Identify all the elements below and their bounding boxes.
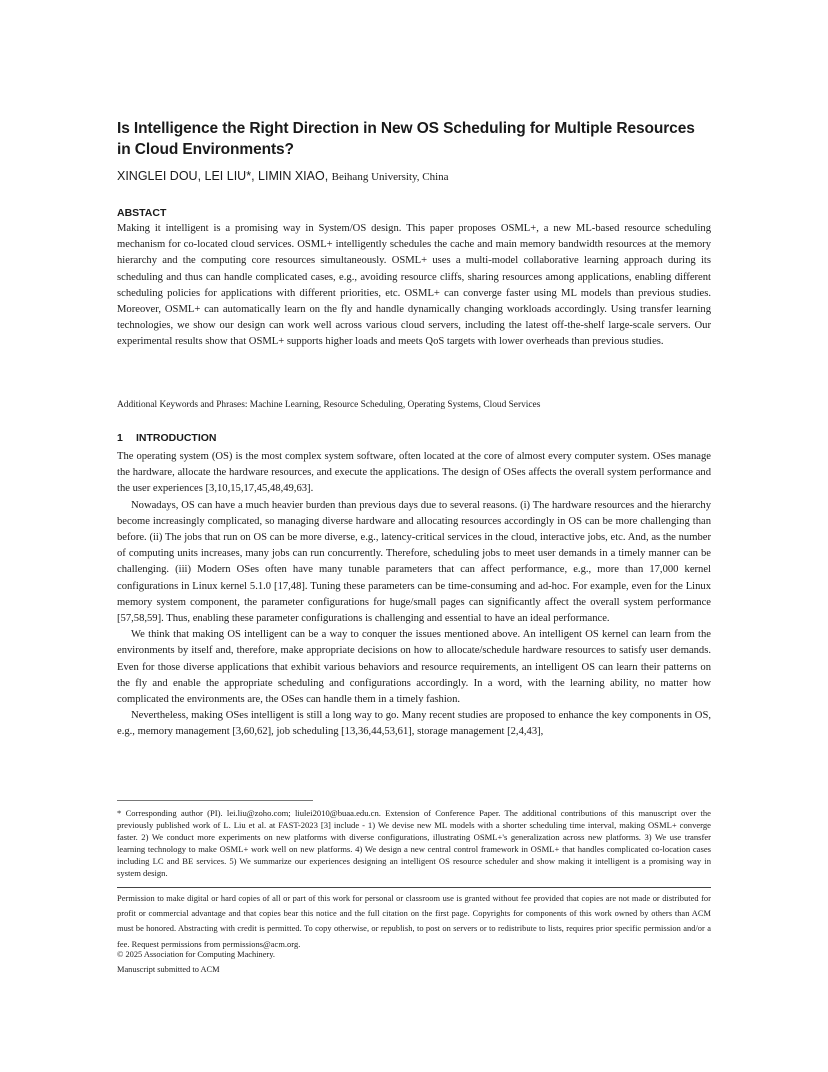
manuscript-line: Manuscript submitted to ACM	[117, 965, 220, 974]
footnote-divider	[117, 800, 313, 801]
paragraph: Nevertheless, making OSes intelligent is still a long way to go. Many recent studies are proposed to enhance the key components in OS, e.g., memory management [3,60,62], job scheduling [13,36,44,53,61], storage management [2,4,43],	[117, 710, 711, 738]
paragraph: We think that making OS intelligent can be a way to conquer the issues mentioned above. An intelligent OS kernel can learn from the environments by itself and, therefore, make appropriate decisions on how to allocate/schedule hardware resources to satisfy user demands. Even for those diverse applications that exhibit various behaviors and resource requirements, an intelligent OS can learn their patterns on the fly and enable the appropriate scheduling and configurations accordingly. In a word, with the learning ability, no matter how complicated the environments are, the OSes can handle them in a timely fashion.	[117, 629, 711, 706]
author-line	[117, 167, 711, 186]
permission-notice: Permission to make digital or hard copies of all or part of this work for personal or classroom use is granted without fee provided that copies are not made or distributed for profit or commercial advantage and that copies bear this notice and the full citation on the first page. Copyrights for components of this work owned by others than ACM must be honored. Abstracting with credit is permitted. To copy otherwise, or republish, to post on servers or to redistribute to lists, requires prior specific permission and/or a fee. Request permissions from permissions@acm.org.	[117, 894, 711, 949]
paper-title: Is Intelligence the Right Direction in New OS Scheduling for Multiple Resources in Cloud Environments?	[117, 120, 695, 158]
footnote: * Corresponding author (PI). lei.liu@zoho.com; liulei2010@buaa.edu.cn. Extension of Conference Paper. The additional contributions of this manuscript over the previously published work of L. Liu et al. at FAST-2023 [3] include - 1) We devise new ML models with a shorter scheduling time interval, making OSML+ converge faster. 2) We conduct more experiments on new platforms with diverse configurations, illustrating OSML+'s generalization across new platforms. 3) We use transfer learning technology to make OSML+ work well on new platforms. 4) We design a new central control framework in OSML+ that handles complicated co-location cases including LC and BE services. 5) We summarize our experiences designing an intelligent OS resource scheduler and show making it intelligent is a promising way in system design.	[117, 808, 711, 879]
copyright-line: © 2025 Association for Computing Machinery.	[117, 950, 275, 959]
author-affiliation: Beihang University, China	[331, 171, 449, 183]
abstract-heading: ABSTACT	[117, 207, 167, 219]
author-names: XINGLEI DOU, LEI LIU*, LIMIN XIAO,	[117, 169, 329, 183]
paragraph: Nowadays, OS can have a much heavier burden than previous days due to several reasons. (i) The hardware resources and the hierarchy become increasingly complicated, so managing diverse hardware and allocating resources accordingly in OS can be more challenging than before. (ii) The jobs that run on OS can be more diverse, e.g., latency-critical services in the cloud, interactive jobs, etc. And, as the number of computing units increases, many jobs can run concurrently. Therefore, scheduling jobs to meet user demands in a timely manner can be challenging. (iii) Modern OSes often have many tunable parameters that can affect performance, e.g., more than 17,000 kernel configurations in Linux kernel 5.1.0 [17,48]. Tuning these parameters can be time-consuming and ad-hoc. For example, even for the Linux memory system component, the parameter configurations for huge/small pages can significantly affect the overall system performance [57,58,59]. Thus, enabling these parameter configurations is challenging and essential to have an ideal performance.	[117, 499, 711, 625]
keywords: Additional Keywords and Phrases: Machine Learning, Resource Scheduling, Operating Systems, Cloud Services	[117, 400, 541, 410]
introduction-body	[117, 449, 711, 741]
abstract-text: Making it intelligent is a promising way in System/OS design. This paper proposes OSML+, a new ML-based resource scheduling mechanism for co-located cloud services. OSML+ intelligently schedules the cache and main memory bandwidth resources at the memory hierarchy and the computing core resources simultaneously. OSML+ uses a multi-model collaborative learning approach during its scheduling and thus can handle complicated cases, e.g., avoiding resource cliffs, sharing resources among applications, enabling different scheduling policies for applications with different priorities, etc. OSML+ can converge faster using ML models than previous studies. Moreover, OSML+ can automatically learn on the fly and handle dynamically changing workloads accordingly. Using transfer learning technologies, we show our design can work well across various cloud servers, including the latest off-the-shelf large-scale servers. Our experimental results show that OSML+ supports higher loads and meets QoS targets with lower overheads than previous studies.	[117, 223, 711, 348]
section-title: INTRODUCTION	[136, 432, 217, 444]
section-number: 1	[117, 432, 123, 444]
section-heading-introduction	[117, 431, 711, 445]
permission-divider	[117, 887, 711, 888]
paragraph: The operating system (OS) is the most complex system software, often located at the core of almost every computer system. OSes manage the hardware, allocate the hardware resources, and execute the applications. The design of OSes affects the overall system performance and the user experiences [3,10,15,17,45,48,49,63].	[117, 451, 711, 495]
